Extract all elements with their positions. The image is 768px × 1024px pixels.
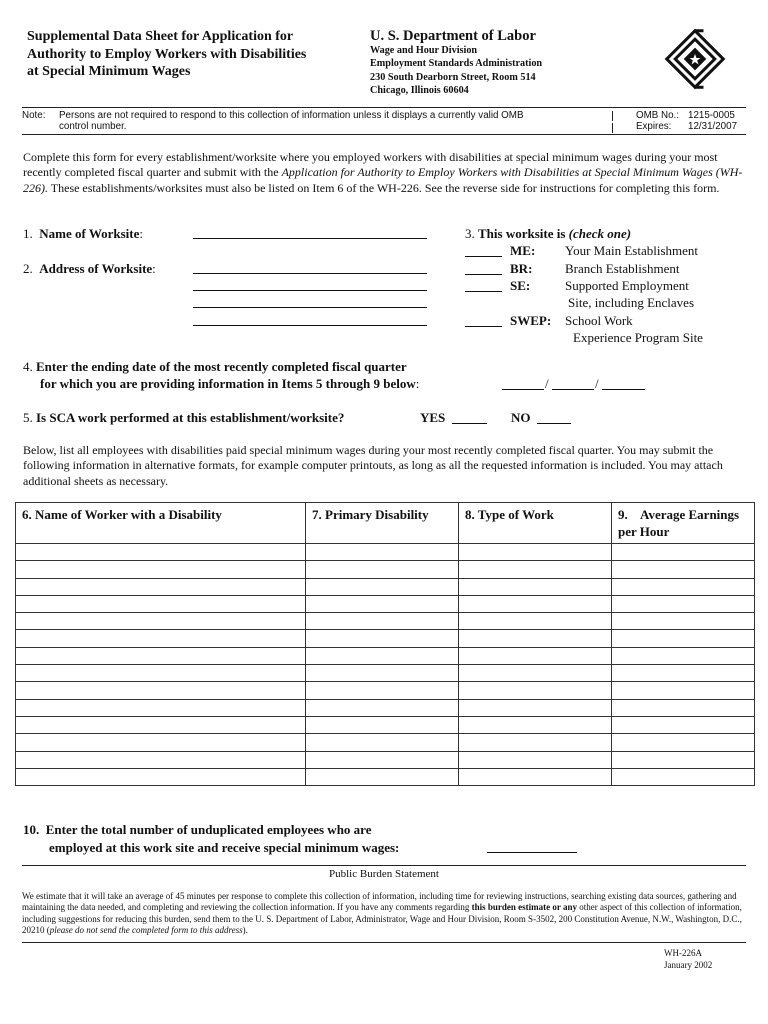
q3-number: 3.: [465, 226, 475, 241]
table-cell[interactable]: [16, 544, 306, 561]
note-label: Note:: [22, 110, 46, 121]
q4-label-continued: [40, 376, 419, 392]
employee-table: [15, 502, 755, 786]
agency-line: 230 South Dearborn Street, Room 514: [370, 71, 536, 83]
q3-text: This worksite is: [478, 226, 566, 241]
title-line: Authority to Employ Workers with Disabilities: [27, 46, 307, 62]
table-cell[interactable]: [612, 561, 755, 578]
option-desc-se: Supported Employment: [565, 278, 689, 293]
table-row: [16, 682, 755, 699]
table-cell[interactable]: [612, 544, 755, 561]
table-row: [16, 561, 755, 578]
table-cell[interactable]: [459, 647, 612, 664]
date-separator: /: [545, 376, 549, 391]
header-rule: [22, 107, 746, 108]
expires-label: Expires:: [636, 121, 672, 132]
table-cell[interactable]: [612, 682, 755, 699]
omb-label: OMB No.:: [636, 110, 680, 121]
note-text: Persons are not required to respond to this collection of information unless it displays a currently valid OMB: [59, 110, 524, 121]
table-cell[interactable]: [459, 682, 612, 699]
option-code-text: SWEP: [510, 313, 547, 328]
burden-text: We estimate that it will take an average of 45 minutes per response to complete this collection of information, including time for reviewing instructions, searching existing data sources, gathering and maintaining the data needed, and completing and reviewing the collection information. If you have any comments regarding: [22, 891, 737, 913]
table-cell[interactable]: [612, 647, 755, 664]
table-cell[interactable]: [612, 716, 755, 733]
instructions-paragraph: Below, list all employees with disabilities paid special minimum wages during your most recently completed fiscal quarter. You may submit the following information in alternative formats, for example computer printouts, as long as all the requested information is included. You may attach additional sheets as necessary.: [23, 443, 723, 488]
burden-text-continued: other aspect of this collection of information, including suggestions for reducing this burden, send them to the U. S. Department of Labor, Administrator, Wage and Hour Division, Room S-3502, 200 Constitution Avenue, N.W., Washington, D.C., 20210 (: [22, 902, 742, 936]
worksite-name-field[interactable]: [193, 238, 427, 239]
table-cell[interactable]: [306, 578, 459, 595]
table-cell[interactable]: [16, 768, 306, 785]
table-row: [16, 768, 755, 785]
table-cell[interactable]: [16, 682, 306, 699]
q1-label: [23, 226, 143, 242]
table-cell[interactable]: [306, 699, 459, 716]
table-cell[interactable]: [306, 544, 459, 561]
table-cell[interactable]: [459, 561, 612, 578]
agency-line: Wage and Hour Division: [370, 45, 478, 56]
table-cell[interactable]: [612, 595, 755, 612]
table-cell[interactable]: [306, 665, 459, 682]
q2-colon: :: [152, 261, 156, 276]
q10-label: [23, 822, 371, 838]
q4-text-1: Enter the ending date of the most recently completed fiscal quarter: [36, 359, 407, 374]
table-cell[interactable]: [459, 716, 612, 733]
table-cell[interactable]: [459, 751, 612, 768]
table-row: [16, 544, 755, 561]
note: [22, 110, 524, 132]
omb-info: [636, 110, 737, 132]
q4-colon: :: [415, 376, 420, 391]
table-cell[interactable]: [306, 595, 459, 612]
table-cell[interactable]: [612, 578, 755, 595]
option-desc-swep-continued: Experience Program Site: [573, 330, 703, 345]
table-cell[interactable]: [612, 613, 755, 630]
table-cell[interactable]: [306, 751, 459, 768]
form-id: WH-226A: [664, 948, 702, 958]
table-cell[interactable]: [459, 613, 612, 630]
form-footer: [664, 948, 712, 971]
note-rule: [22, 134, 746, 135]
q2-text: Address of Worksite: [39, 261, 153, 276]
q1-text: Name of Worksite: [39, 226, 140, 241]
table-row: [16, 699, 755, 716]
table-cell[interactable]: [459, 595, 612, 612]
table-cell[interactable]: [612, 751, 755, 768]
option-code-br: BR:: [510, 261, 533, 276]
q1-colon: :: [139, 226, 144, 241]
date-separator: /: [595, 376, 599, 391]
quarter-month-field[interactable]: [502, 389, 544, 390]
q3-label: [465, 226, 631, 242]
table-cell[interactable]: [459, 699, 612, 716]
total-employees-field[interactable]: [487, 852, 577, 853]
table-cell[interactable]: [459, 768, 612, 785]
table-row: [16, 647, 755, 664]
quarter-year-field[interactable]: [602, 389, 645, 390]
table-cell[interactable]: [306, 682, 459, 699]
q3-instruction: (check one): [568, 226, 632, 241]
table-cell[interactable]: [16, 699, 306, 716]
intro-text: Complete this form for every establishment/worksite where you employed workers with disabilities at special minimum wages during your most recently completed fiscal quarter and submit with the: [23, 150, 718, 180]
divider: [612, 111, 613, 121]
table-row: [16, 613, 755, 630]
table-cell[interactable]: [16, 647, 306, 664]
table-cell[interactable]: [459, 665, 612, 682]
q5-label: [23, 410, 344, 426]
checkbox-me[interactable]: [465, 256, 502, 257]
q2-number: 2.: [23, 261, 33, 276]
table-cell[interactable]: [16, 734, 306, 751]
option-code-swep: SWEP:: [510, 313, 552, 328]
intro-paragraph: [23, 150, 745, 196]
table-row: [16, 734, 755, 751]
burden-rule: [22, 865, 746, 866]
option-code-text: ME: [510, 243, 531, 258]
checkbox-br[interactable]: [465, 274, 502, 275]
table-row: [16, 751, 755, 768]
q5-yes-field[interactable]: [452, 423, 487, 424]
option-code-se: SE:: [510, 278, 531, 293]
agency-line: Employment Standards Administration: [370, 58, 543, 70]
table-row: [16, 630, 755, 647]
table-cell[interactable]: [612, 699, 755, 716]
q4-text-2: for which you are providing information in Items 5 through 9 below: [40, 376, 416, 391]
q5-yes-label: YES: [420, 410, 446, 425]
option-code-me: ME:: [510, 243, 536, 258]
table-cell[interactable]: [459, 578, 612, 595]
title-line: at Special Minimum Wages: [27, 64, 191, 79]
checkbox-se[interactable]: [465, 291, 502, 292]
table-row: [16, 595, 755, 612]
title-line: Supplemental Data Sheet for Application for: [27, 29, 294, 44]
burden-italic-text: please do not send the completed form to this address: [49, 925, 243, 936]
table-cell[interactable]: [16, 630, 306, 647]
q10-label-continued: [49, 840, 399, 856]
table-cell[interactable]: [306, 613, 459, 630]
form-title: [27, 28, 357, 81]
q10-text-2: employed at this work site and receive special minimum wages:: [49, 840, 400, 855]
table-cell[interactable]: [459, 630, 612, 647]
table-cell[interactable]: [16, 716, 306, 733]
address-field-line-3[interactable]: [193, 307, 427, 308]
dol-diamond-logo-icon: [664, 28, 726, 90]
burden-text-end: ).: [242, 925, 248, 936]
column-header-disability: 7. Primary Disability: [306, 503, 459, 544]
table-cell[interactable]: [306, 768, 459, 785]
option-code-text: BR: [510, 261, 529, 276]
q5-number: 5.: [23, 410, 33, 425]
table-cell[interactable]: [306, 630, 459, 647]
option-desc-me: Your Main Establishment: [565, 243, 699, 258]
table-row: [16, 665, 755, 682]
table-cell[interactable]: [459, 734, 612, 751]
footer-rule: [22, 942, 746, 943]
option-desc-swep: School Work: [565, 313, 633, 328]
divider: [612, 123, 613, 133]
address-field-line-2[interactable]: [193, 290, 427, 291]
table-cell[interactable]: [16, 578, 306, 595]
burden-bold-text: this burden estimate or any: [471, 902, 577, 913]
table-cell[interactable]: [16, 751, 306, 768]
q5-no-label: NO: [511, 410, 531, 425]
table-cell[interactable]: [612, 630, 755, 647]
table-cell[interactable]: [306, 716, 459, 733]
table-row: [16, 716, 755, 733]
note-text-continued: control number.: [59, 121, 127, 132]
address-field-line-1[interactable]: [193, 273, 427, 274]
q4-number: 4.: [23, 359, 33, 374]
quarter-day-field[interactable]: [552, 389, 594, 390]
table-cell[interactable]: [16, 561, 306, 578]
option-desc-se-continued: Site, including Enclaves: [568, 295, 695, 310]
table-cell[interactable]: [16, 595, 306, 612]
column-header-name: 6. Name of Worker with a Disability: [16, 503, 306, 544]
table-cell[interactable]: [612, 665, 755, 682]
q10-number: 10.: [23, 822, 40, 837]
table-cell[interactable]: [306, 647, 459, 664]
checkbox-swep[interactable]: [465, 326, 502, 327]
table-cell[interactable]: [16, 665, 306, 682]
table-cell[interactable]: [612, 734, 755, 751]
form-date: January 2002: [664, 959, 713, 970]
table-cell[interactable]: [306, 561, 459, 578]
q1-number: 1.: [23, 226, 33, 241]
agency-line: Chicago, Illinois 60604: [370, 85, 469, 97]
q5-no-field[interactable]: [537, 423, 571, 424]
q5-text: Is SCA work performed at this establishment/worksite?: [36, 410, 345, 425]
table-cell[interactable]: [612, 768, 755, 785]
q2-label: [23, 261, 156, 277]
table-cell[interactable]: [306, 734, 459, 751]
intro-text-end: These establishments/worksites must also be listed on Item 6 of the WH-226. See the reverse side for instructions for completing this form.: [48, 180, 720, 195]
burden-title: Public Burden Statement: [329, 868, 439, 880]
omb-number: 1215-0005: [688, 110, 735, 121]
option-desc-br: Branch Establishment: [565, 261, 680, 276]
table-cell[interactable]: [459, 544, 612, 561]
expires-date: 12/31/2007: [688, 121, 738, 132]
table-cell[interactable]: [16, 613, 306, 630]
department-name: U. S. Department of Labor: [370, 28, 536, 44]
option-code-text: SE: [510, 278, 526, 293]
address-field-line-4[interactable]: [193, 325, 427, 326]
intro-application-title: Application for Authority to Employ Workers with Disabilities at Special Minimum Wages (WH-226).: [23, 165, 743, 195]
q10-text-1: Enter the total number of unduplicated employees who are: [45, 822, 372, 837]
burden-statement: [22, 891, 746, 937]
column-header-earnings: 9. Average Earnings per Hour: [612, 503, 755, 544]
table-body: [16, 544, 755, 786]
q4-label: [23, 359, 407, 375]
table-row: [16, 578, 755, 595]
agency-address: [370, 44, 542, 98]
column-header-work-type: 8. Type of Work: [459, 503, 612, 544]
